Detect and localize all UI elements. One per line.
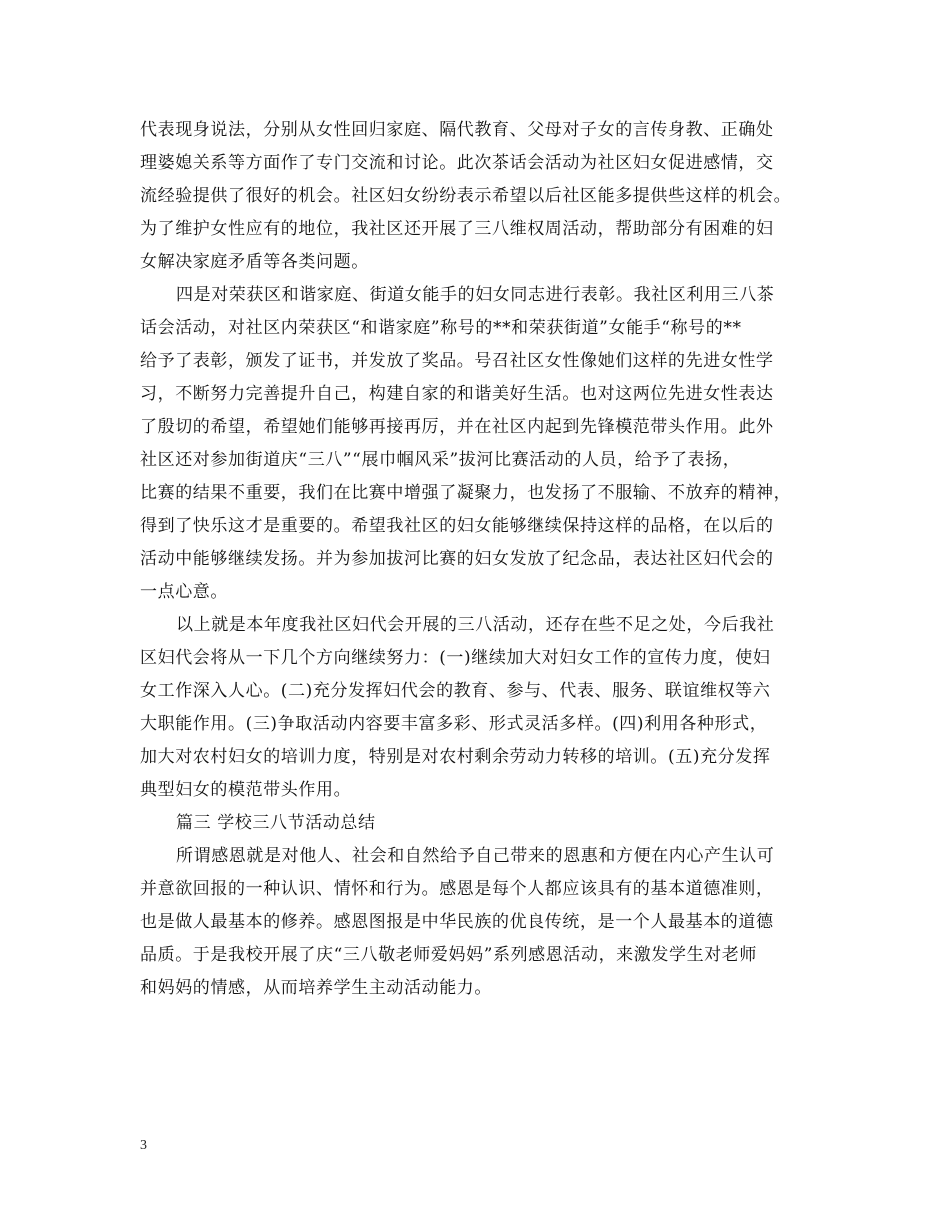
text-line: 女解决家庭矛盾等各类问题。 <box>140 252 369 272</box>
text-line: 区妇代会将从一下几个方向继续努力：(一)继续加大对妇女工作的宣传力度，使妇 <box>140 648 771 668</box>
document-body <box>140 114 812 1005</box>
paragraph-start-line: 所谓感恩就是对他人、社会和自然给予自己带来的恩惠和方便在内心产生认可 <box>176 846 775 866</box>
section-heading: 篇三 学校三八节活动总结 <box>176 813 376 833</box>
text-line: 话会活动，对社区内荣获区“和谐家庭”称号的**和荣获街道”女能手“称号的** <box>140 318 742 338</box>
text-line: 活动中能够继续发扬。并为参加拔河比赛的妇女发放了纪念品，表达社区妇代会的 <box>140 549 774 569</box>
text-line: 为了维护女性应有的地位，我社区还开展了三八维权周活动，帮助部分有困难的妇 <box>140 219 774 239</box>
page-number: 3 <box>140 1138 147 1153</box>
text-line: 代表现身说法，分别从女性回归家庭、隔代教育、父母对子女的言传身教、正确处 <box>140 120 774 140</box>
paragraph-start-line: 四是对荣获区和谐家庭、街道女能手的妇女同志进行表彰。我社区利用三八茶 <box>176 285 775 305</box>
text-line: 女工作深入人心。(二)充分发挥妇代会的教育、参与、代表、服务、联谊维权等六 <box>140 681 771 701</box>
paragraph-start-line: 以上就是本年度我社区妇代会开展的三八活动，还存在些不足之处，今后我社 <box>176 615 775 635</box>
text-line: 习，不断努力完善提升自己，构建自家的和谐美好生活。也对这两位先进女性表达 <box>140 384 774 404</box>
text-line: 流经验提供了很好的机会。社区妇女纷纷表示希望以后社区能多提供些这样的机会。 <box>140 186 792 206</box>
text-line: 典型妇女的模范带头作用。 <box>140 780 352 800</box>
text-line: 了殷切的希望，希望她们能够再接再厉，并在社区内起到先锋模范带头作用。此外 <box>140 417 774 437</box>
text-line: 理婆媳关系等方面作了专门交流和讨论。此次茶话会活动为社区妇女促进感情，交 <box>140 153 774 173</box>
text-line: 加大对农村妇女的培训力度，特别是对农村剩余劳动力转移的培训。(五)充分发挥 <box>140 747 771 767</box>
text-line: 一点心意。 <box>140 582 228 602</box>
text-line: 也是做人最基本的修养。感恩图报是中华民族的优良传统，是一个人最基本的道德 <box>140 912 774 932</box>
text-line: 比赛的结果不重要，我们在比赛中增强了凝聚力，也发扬了不服输、不放弃的精神， <box>140 483 792 503</box>
text-line: 给予了表彰，颁发了证书，并发放了奖品。号召社区女性像她们这样的先进女性学 <box>140 351 774 371</box>
text-line: 并意欲回报的一种认识、情怀和行为。感恩是每个人都应该具有的基本道德准则， <box>140 879 774 899</box>
text-line: 社区还对参加街道庆“三八”“展巾帼风采”拔河比赛活动的人员，给予了表扬， <box>140 450 741 470</box>
text-line: 和妈妈的情感，从而培养学生主动活动能力。 <box>140 978 492 998</box>
text-line: 品质。于是我校开展了庆“三八敬老师爱妈妈”系列感恩活动，来激发学生对老师 <box>140 945 757 965</box>
text-line: 大职能作用。(三)争取活动内容要丰富多彩、形式灵活多样。(四)利用各种形式， <box>140 714 768 734</box>
text-line: 得到了快乐这才是重要的。希望我社区的妇女能够继续保持这样的品格，在以后的 <box>140 516 774 536</box>
